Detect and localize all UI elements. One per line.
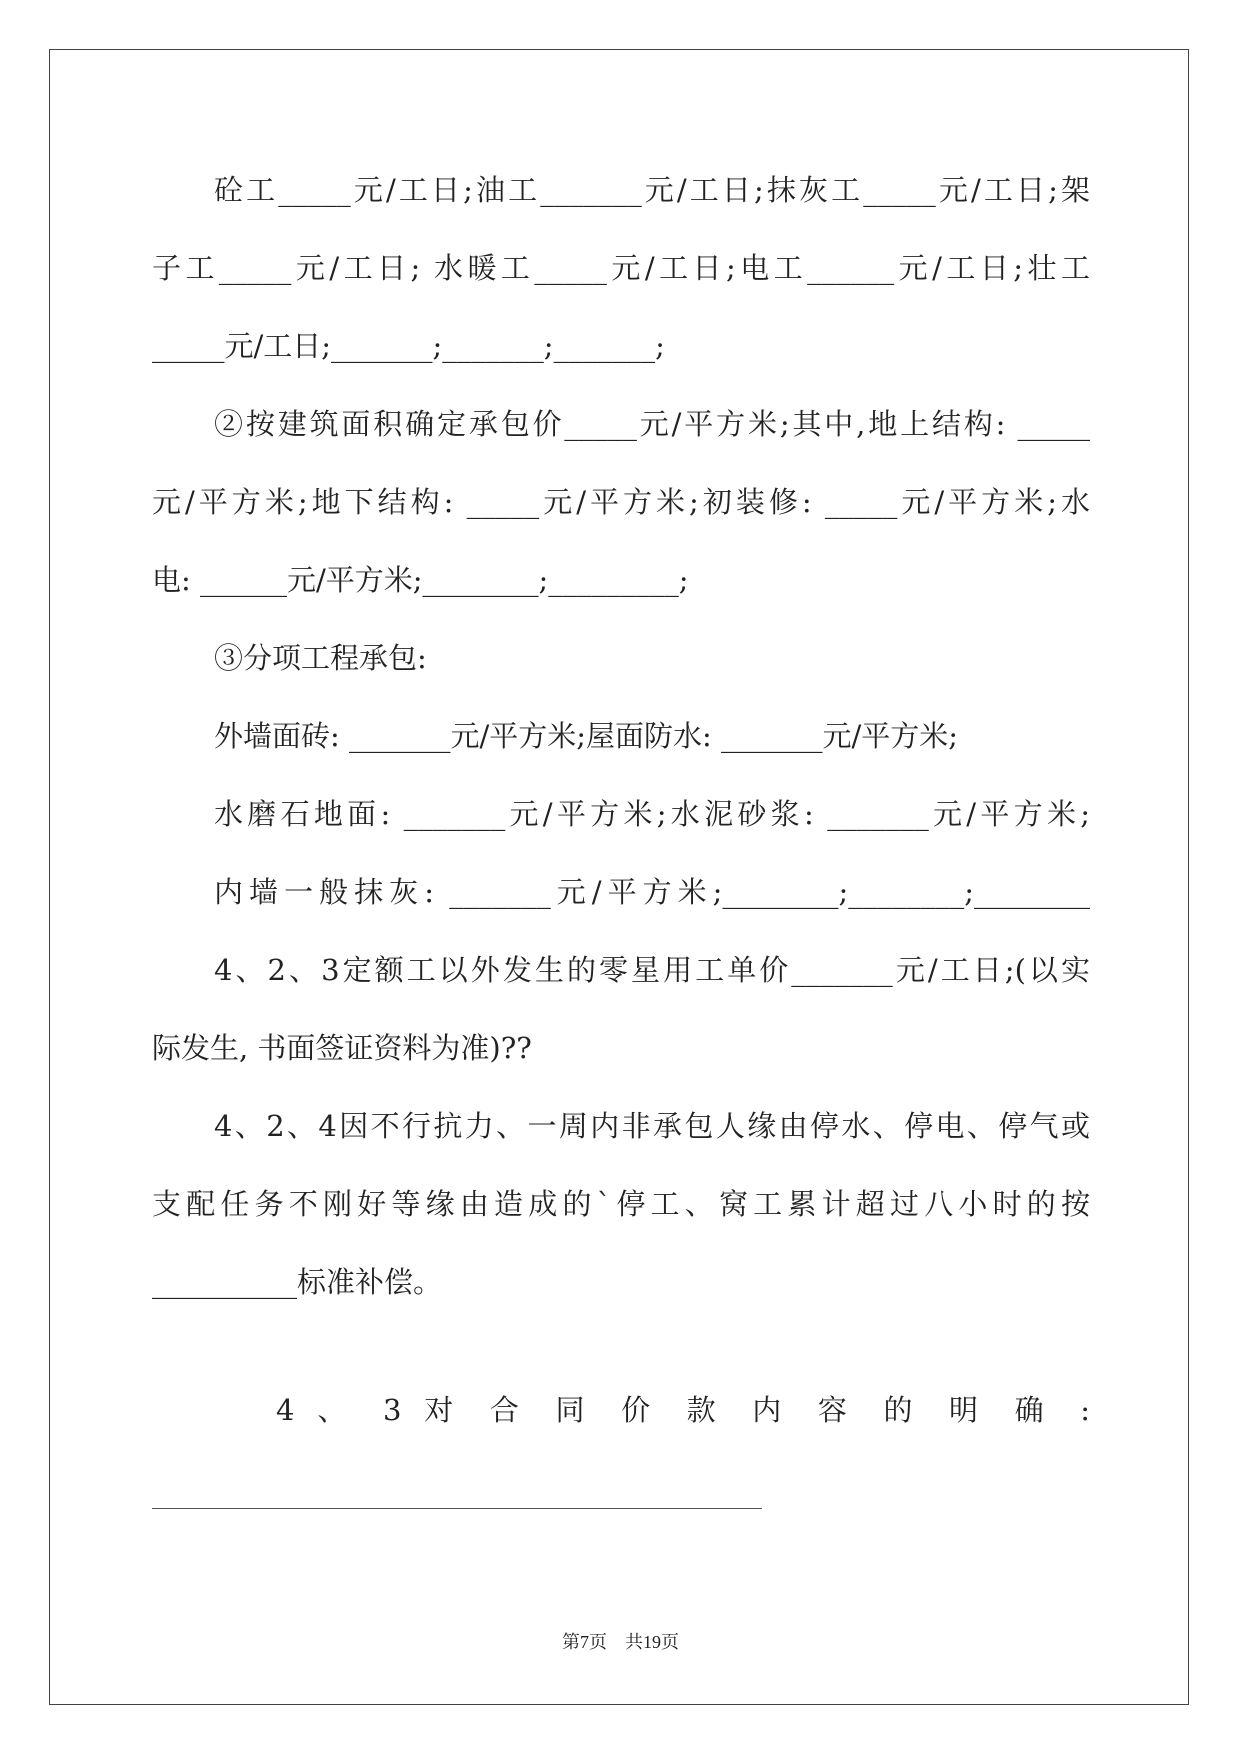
text-line: 元/平方米;地下结构: _____元/平方米;初装修: _____元/平方米;水	[152, 485, 1090, 519]
text-line: ③分项工程承包:	[214, 641, 427, 675]
text-line: 砼工_____元/工日;油工_______元/工日;抹灰工_____元/工日;架	[214, 173, 1090, 207]
text-line: ②按建筑面积确定承包价_____元/平方米;其中,地上结构: _____	[214, 407, 1090, 441]
page-number: 第7页 共19页	[562, 1632, 679, 1652]
text-line: 际发生, 书面签证资料为准)??	[152, 1031, 532, 1065]
text-line: 子工_____元/工日; 水暖工_____元/工日;电工______元/工日;壮工	[152, 251, 1090, 285]
text-line: 外墙面砖: _______元/平方米;屋面防水: _______元/平方米;	[214, 719, 959, 753]
text-line: 电: ______元/平方米;________;_________;	[152, 563, 689, 597]
text-line: _____元/工日;_______;_______;_______;	[152, 329, 665, 363]
text-line: 内墙一般抹灰: _______元/平方米;________;________;________	[214, 875, 1090, 909]
text-line: 水磨石地面: _______元/平方米;水泥砂浆: _______元/平方米;	[214, 797, 1090, 831]
text-line: 支配任务不刚好等缘由造成的`停工、窝工累计超过八小时的按	[152, 1187, 1090, 1221]
text-line: 4、2、3定额工以外发生的零星用工单价_______元/工日;(以实	[214, 953, 1090, 987]
fill-in-blank-line	[152, 1508, 762, 1509]
text-line: 4、2、4因不行抗力、一周内非承包人缘由停水、停电、停气或	[214, 1109, 1090, 1143]
text-line: __________标准补偿。	[152, 1265, 443, 1299]
section-heading: 4 、 3 对 合 同 价 款 内 容 的 明 确 :	[276, 1393, 1090, 1427]
